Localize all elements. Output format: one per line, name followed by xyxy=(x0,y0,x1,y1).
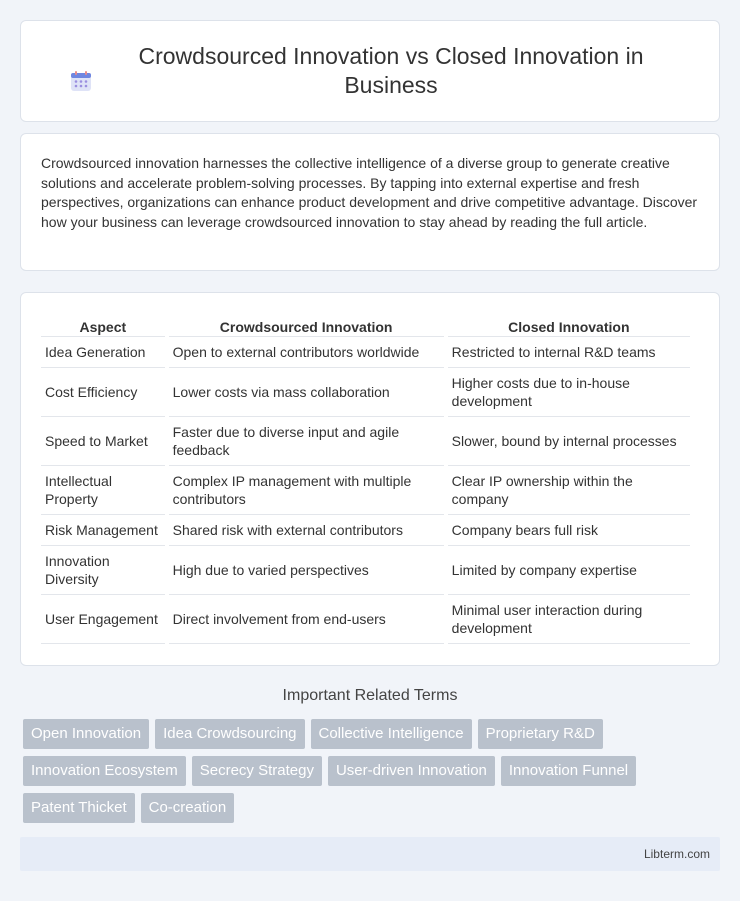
cell-aspect: Cost Efficiency xyxy=(41,368,165,417)
tag-proprietary-rd[interactable]: Proprietary R&D xyxy=(478,719,603,749)
tag-patent-thicket[interactable]: Patent Thicket xyxy=(23,793,135,823)
table-row xyxy=(41,417,690,466)
intro-text: Crowdsourced innovation harnesses the collective intelligence of a diverse group to generate creative solutions and accelerate problem-solving processes. By tapping into external expertise and fresh perspectives, organizations can enhance product development and drive competitive advantage. Discover how your business can leverage crowdsourced innovation to stay ahead by reading the full article. xyxy=(41,155,698,230)
tag-row xyxy=(23,756,723,786)
page-title: Crowdsourced Innovation vs Closed Innovation in Business xyxy=(138,43,644,98)
cell-closed: Higher costs due to in-house development xyxy=(448,368,690,417)
cell-crowdsourced: High due to varied perspectives xyxy=(169,546,444,595)
table-row xyxy=(41,595,690,644)
tag-co-creation[interactable]: Co-creation xyxy=(141,793,235,823)
tag-collective-intelligence[interactable]: Collective Intelligence xyxy=(311,719,472,749)
cell-crowdsourced: Shared risk with external contributors xyxy=(169,515,444,546)
cell-crowdsourced: Open to external contributors worldwide xyxy=(169,337,444,368)
cell-closed: Clear IP ownership within the company xyxy=(448,466,690,515)
table-row xyxy=(41,368,690,417)
title-wrap xyxy=(70,42,670,100)
cell-aspect: Innovation Diversity xyxy=(41,546,165,595)
cell-aspect: Risk Management xyxy=(41,515,165,546)
cell-crowdsourced: Lower costs via mass collaboration xyxy=(169,368,444,417)
cell-aspect: Idea Generation xyxy=(41,337,165,368)
table-header-row xyxy=(41,314,690,337)
tag-row xyxy=(23,719,723,749)
footer-link[interactable]: Libterm.com xyxy=(643,847,710,861)
cell-aspect: Intellectual Property xyxy=(41,466,165,515)
cell-closed: Slower, bound by internal processes xyxy=(448,417,690,466)
tag-open-innovation[interactable]: Open Innovation xyxy=(23,719,149,749)
table-row xyxy=(41,515,690,546)
header-closed: Closed Innovation xyxy=(448,314,690,337)
cell-crowdsourced: Complex IP management with multiple contributors xyxy=(169,466,444,515)
cell-crowdsourced: Faster due to diverse input and agile feedback xyxy=(169,417,444,466)
cell-aspect: User Engagement xyxy=(41,595,165,644)
table-row xyxy=(41,466,690,515)
header-crowdsourced: Crowdsourced Innovation xyxy=(169,314,444,337)
cell-crowdsourced: Direct involvement from end-users xyxy=(169,595,444,644)
header-card xyxy=(20,20,720,122)
cell-aspect: Speed to Market xyxy=(41,417,165,466)
tag-row xyxy=(23,793,723,823)
cell-closed: Company bears full risk xyxy=(448,515,690,546)
header-aspect: Aspect xyxy=(41,314,165,337)
cell-closed: Minimal user interaction during development xyxy=(448,595,690,644)
calendar-icon xyxy=(70,70,92,92)
cell-closed: Restricted to internal R&D teams xyxy=(448,337,690,368)
intro-card xyxy=(20,133,720,271)
tag-idea-crowdsourcing[interactable]: Idea Crowdsourcing xyxy=(155,719,304,749)
tag-user-driven-innovation[interactable]: User-driven Innovation xyxy=(328,756,495,786)
footer xyxy=(20,837,720,871)
table-row xyxy=(41,546,690,595)
comparison-card xyxy=(20,292,720,666)
tag-innovation-ecosystem[interactable]: Innovation Ecosystem xyxy=(23,756,186,786)
related-terms-title: Important Related Terms xyxy=(282,687,458,704)
tag-secrecy-strategy[interactable]: Secrecy Strategy xyxy=(192,756,322,786)
table-row xyxy=(41,337,690,368)
tag-innovation-funnel[interactable]: Innovation Funnel xyxy=(501,756,636,786)
related-terms-list xyxy=(23,719,723,830)
comparison-table xyxy=(37,314,694,644)
cell-closed: Limited by company expertise xyxy=(448,546,690,595)
